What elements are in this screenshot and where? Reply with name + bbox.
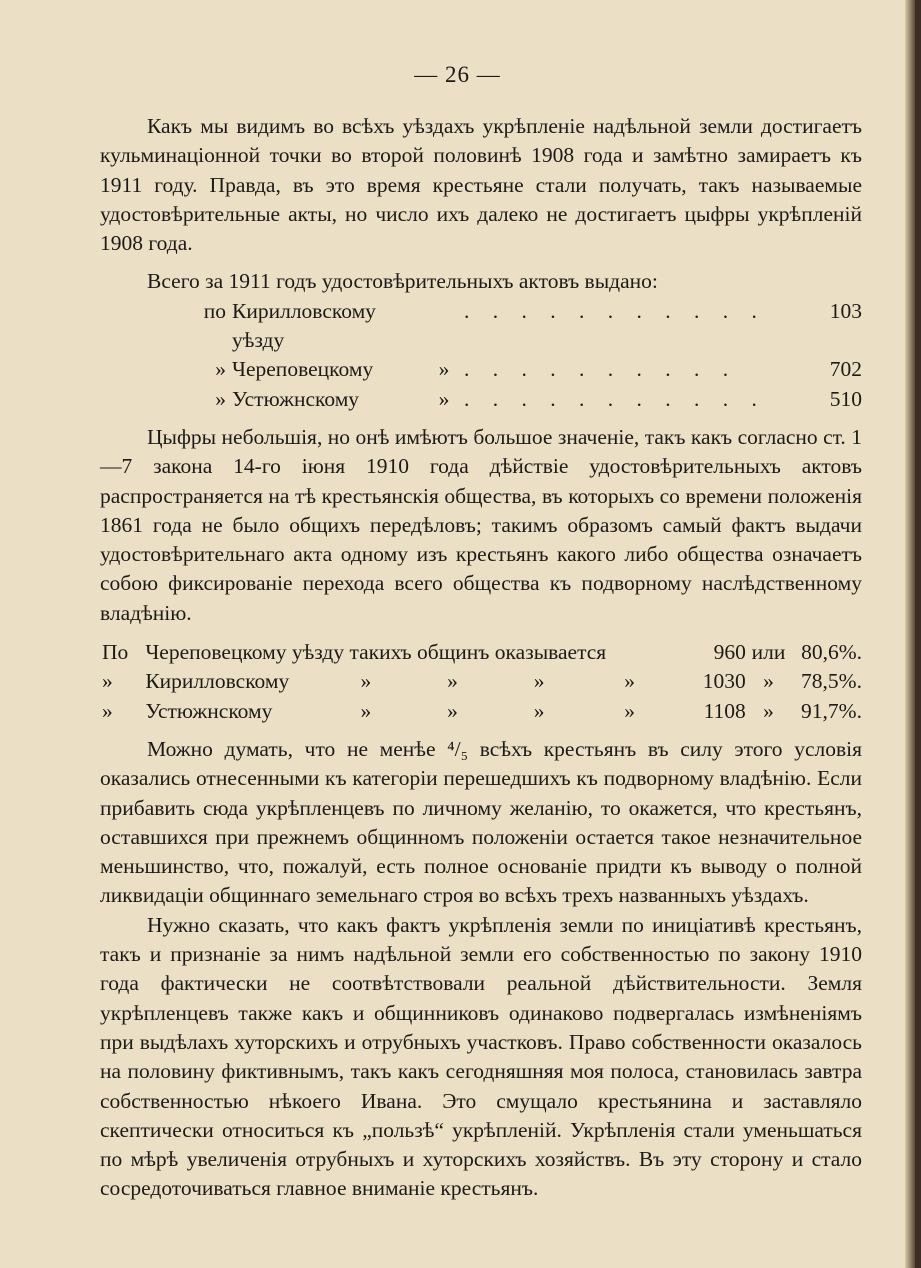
acts-row-ditto: » xyxy=(438,386,450,411)
acts-row xyxy=(100,355,862,384)
page-number: — 26 — xyxy=(414,62,501,87)
communes-row-lead: По xyxy=(102,640,129,665)
acts-row-ditto: » xyxy=(438,357,450,382)
communes-row-ditto: » xyxy=(360,698,372,723)
communes-row-ditto: » xyxy=(624,698,636,723)
acts-row-name: Устюжнскому xyxy=(232,386,360,411)
acts-row-name: Кирилловскому уѣзду xyxy=(232,298,376,353)
communes-row-ditto: » xyxy=(533,698,545,723)
communes-row-name: Кирилловскому xyxy=(145,669,290,694)
acts-row-dots: . . . . . . . . . . . xyxy=(464,386,766,411)
paragraph-4: Нужно сказать, что какъ фактъ укрѣпленія земли по иниціативѣ крестьянъ, такъ и признаніе за нимъ надѣльной земли его собственностью по закону 1910 года фактически не соотвѣтствовали реальной дѣйствительности. Земля укрѣпленцевъ также какъ и общинниковъ одинаково подвергалась измѣненіямъ при выдѣлахъ хуторскихъ и отрубныхъ участковъ. Право собственности оказалось на половину фиктивнымъ, такъ какъ сегодняшняя моя полоса, становилась завтра собственностью нѣкоего Ивана. Это смущало крестьянина и заставляло скептически относиться къ „пользѣ“ укрѣпленій. Укрѣпленія стали уменьшаться по мѣрѣ увеличенія отрубныхъ и хуторскихъ хозяйствъ. Въ эту сторону и стало сосредоточиваться главное вниманіе крестьянъ. xyxy=(100,912,862,1201)
communes-row xyxy=(100,697,862,726)
communes-row-count: 1030 xyxy=(702,669,746,694)
communes-row-ditto: » xyxy=(447,669,458,694)
communes-row-name: Устюжнскому xyxy=(145,698,273,723)
communes-row-lead: » xyxy=(102,669,113,694)
communes-row-ditto: » xyxy=(624,669,636,694)
acts-table-heading: Всего за 1911 годъ удостовѣрительныхъ актовъ выдано: xyxy=(147,269,658,294)
communes-row-ditto: » xyxy=(360,669,372,694)
communes-row-percent: 91,7%. xyxy=(801,698,862,723)
communes-row-lead: » xyxy=(102,698,113,723)
communes-row-name: Череповецкому уѣзду такихъ общинъ оказывается xyxy=(145,640,607,665)
communes-row-percent: 78,5%. xyxy=(801,669,862,694)
acts-row-prefix: » xyxy=(215,357,226,382)
acts-table xyxy=(100,267,862,413)
paragraph-3: Можно думать, что не менѣе ⁴/₅ всѣхъ крестьянъ въ силу этого условія оказались отнесенными къ категоріи перешедшихъ къ подворному владѣнію. Если прибавить сюда укрѣпленцевъ по личному желанію, то окажется, что крестьянъ, оставшихся при прежнемъ общинномъ положеніи остается такое незначительное меньшинство, что, пожалуй, есть полное основаніе придти къ выводу о полной ликвидаціи общиннаго земельнаго строя во всѣхъ трехъ названныхъ уѣздахъ. xyxy=(100,736,862,908)
communes-row-count: 960 xyxy=(713,640,746,665)
page-body xyxy=(100,112,862,1204)
acts-row-value: 510 xyxy=(829,386,862,411)
communes-row-count: 1108 xyxy=(703,698,746,723)
communes-row xyxy=(100,638,862,667)
acts-row-prefix: » xyxy=(215,386,226,411)
paragraph-2: Цыфры небольшія, но онѣ имѣютъ большое значеніе, такъ какъ согласно ст. 1—7 закона 14-го іюня 1910 года дѣйствіе удостовѣрительныхъ актовъ распространяется на тѣ крестьянскія общества, въ которыхъ со времени положенія 1861 года не было общихъ передѣловъ; такимъ образомъ самый фактъ выдачи удостовѣрительнаго акта одному изъ крестьянъ какого либо общества означаетъ собою фиксированіе перехода всего общества къ подворному наслѣдственному владѣнію. xyxy=(100,424,862,625)
acts-row-value: 702 xyxy=(829,357,862,382)
acts-row xyxy=(100,297,862,356)
paragraph-1: Какъ мы видимъ во всѣхъ уѣздахъ укрѣпленіе надѣльной земли достигаетъ кульминаціонной точки во второй половинѣ 1908 года и замѣтно замираетъ къ 1911 году. Правда, въ это время крестьяне стали получать, такъ называемые удостовѣрительные акты, но число ихъ далеко не достигаетъ цыфры укрѣпленій 1908 года. xyxy=(100,114,862,256)
communes-row-ditto: » xyxy=(533,669,545,694)
acts-row-prefix: по xyxy=(203,298,226,323)
acts-row-value: 103 xyxy=(829,298,862,323)
communes-row xyxy=(100,667,862,696)
communes-table xyxy=(100,638,862,726)
acts-row-dots: . . . . . . . . . . . xyxy=(464,298,766,323)
communes-row-connector: » xyxy=(763,669,774,694)
communes-row-connector: » xyxy=(763,698,774,723)
page-edge xyxy=(905,0,915,1268)
communes-row-percent: 80,6%. xyxy=(801,640,862,665)
communes-row-ditto: » xyxy=(447,698,458,723)
acts-row-name: Череповецкому xyxy=(232,357,374,382)
acts-row xyxy=(100,385,862,414)
communes-row-connector: или xyxy=(751,640,786,665)
acts-row-dots: . . . . . . . . . . xyxy=(464,357,738,382)
